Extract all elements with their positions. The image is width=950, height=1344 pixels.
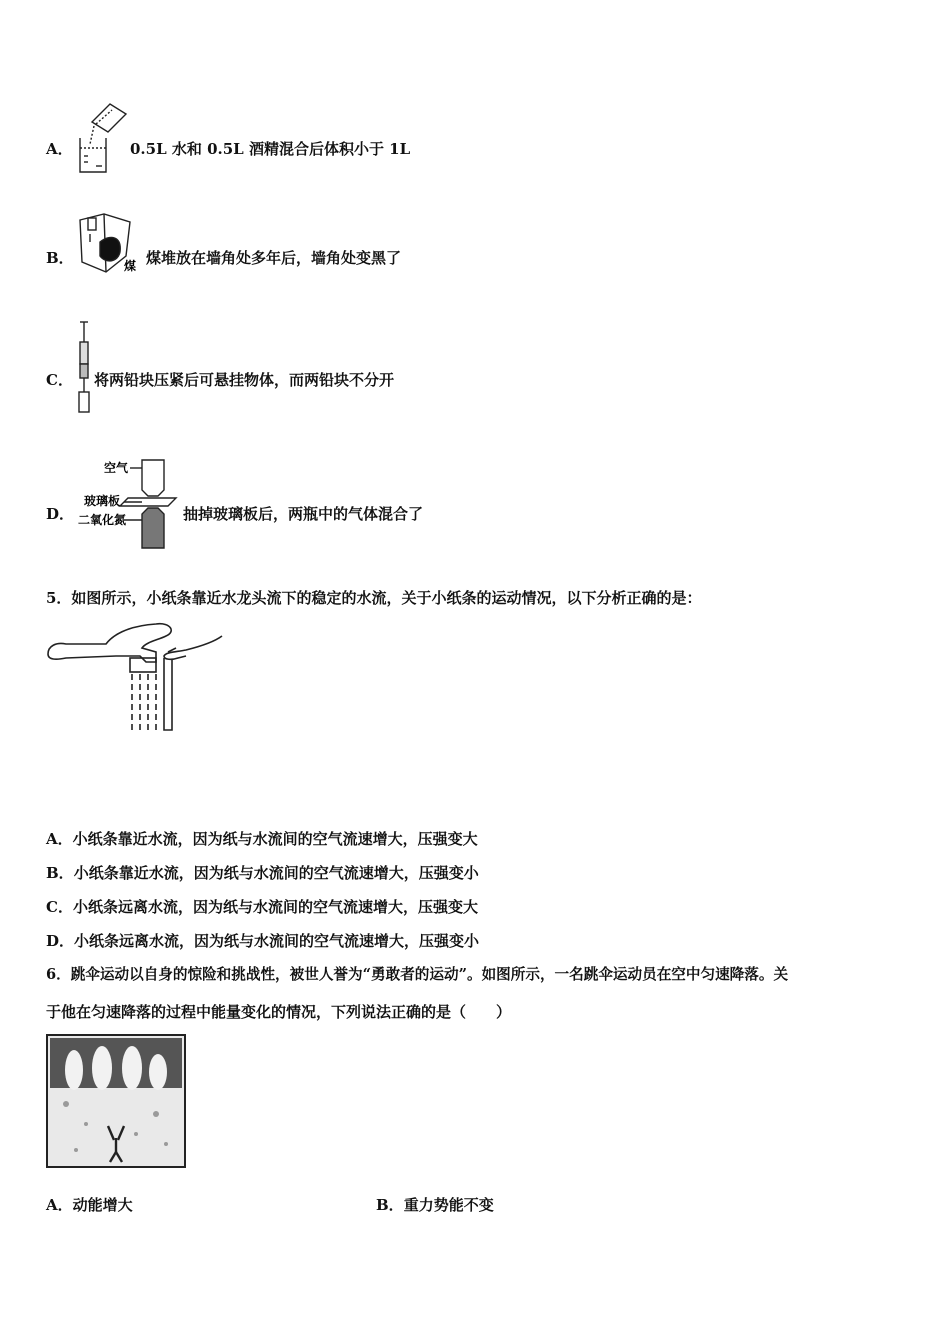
option-letter: A． [46, 1196, 73, 1214]
q4-option-c-text: 将两铅块压紧后可悬挂物体，而两铅块不分开 [94, 371, 395, 389]
air-label: 空气 [104, 461, 129, 475]
q5-option-a [46, 829, 478, 849]
q6-option-a [46, 1195, 133, 1215]
lead-blocks-figure [74, 320, 94, 416]
q5-option-c [46, 897, 478, 917]
q4-option-b-text: 煤堆放在墙角处多年后，墙角处变黑了 [146, 249, 402, 267]
option-letter: C． [46, 898, 73, 916]
coal-label: 煤 [124, 259, 137, 273]
option-letter: C． [46, 371, 73, 389]
q4-option-a [46, 139, 73, 159]
gas-diffusion-figure [78, 454, 178, 554]
beaker-pouring-figure [74, 100, 126, 176]
option-text: 重力势能不变 [403, 1196, 494, 1214]
q5-stem: 5．如图所示，小纸条靠近水龙头流下的稳定的水流，关于小纸条的运动情况，以下分析正确的是： [46, 589, 702, 607]
option-text: 小纸条靠近水流，因为纸与水流间的空气流速增大，压强变大 [72, 830, 478, 848]
option-text: 小纸条远离水流，因为纸与水流间的空气流速增大，压强变大 [72, 898, 478, 916]
faucet-paper-figure [46, 616, 230, 734]
option-text: 小纸条远离水流，因为纸与水流间的空气流速增大，压强变小 [74, 932, 480, 950]
q5-option-b [46, 863, 479, 883]
q6-stem-line2: 于他在匀速降落的过程中能量变化的情况，下列说法正确的是（ ） [46, 1003, 512, 1021]
option-text: 小纸条靠近水流，因为纸与水流间的空气流速增大，压强变小 [73, 864, 479, 882]
q4-option-b [46, 248, 74, 268]
q4-option-c [46, 370, 73, 390]
option-letter: D． [46, 505, 75, 523]
no2-label: 二氧化氮 [78, 513, 127, 527]
q4-option-d-text: 抽掉玻璃板后，两瓶中的气体混合了 [183, 505, 424, 523]
glass-plate-label: 玻璃板 [84, 494, 121, 508]
coal-corner-figure [76, 212, 144, 280]
q4-option-d [46, 504, 74, 524]
option-text: 动能增大 [72, 1196, 133, 1214]
option-letter: A． [46, 140, 73, 158]
q6-option-b [376, 1195, 494, 1215]
q5-option-d [46, 931, 479, 951]
option-letter: D． [46, 932, 75, 950]
parachutist-photo [46, 1034, 186, 1168]
option-letter: B． [46, 864, 74, 882]
q4-option-a-text: 0.5L 水和 0.5L 酒精混合后体积小于 1L [130, 140, 411, 158]
option-letter: B． [46, 249, 74, 267]
option-letter: A． [46, 830, 73, 848]
q6-stem-line1: 6．跳伞运动以自身的惊险和挑战性，被世人誉为“勇敢者的运动”。如图所示，一名跳伞运动员在空中匀速降落。关 [46, 966, 789, 983]
option-letter: B． [376, 1196, 404, 1214]
